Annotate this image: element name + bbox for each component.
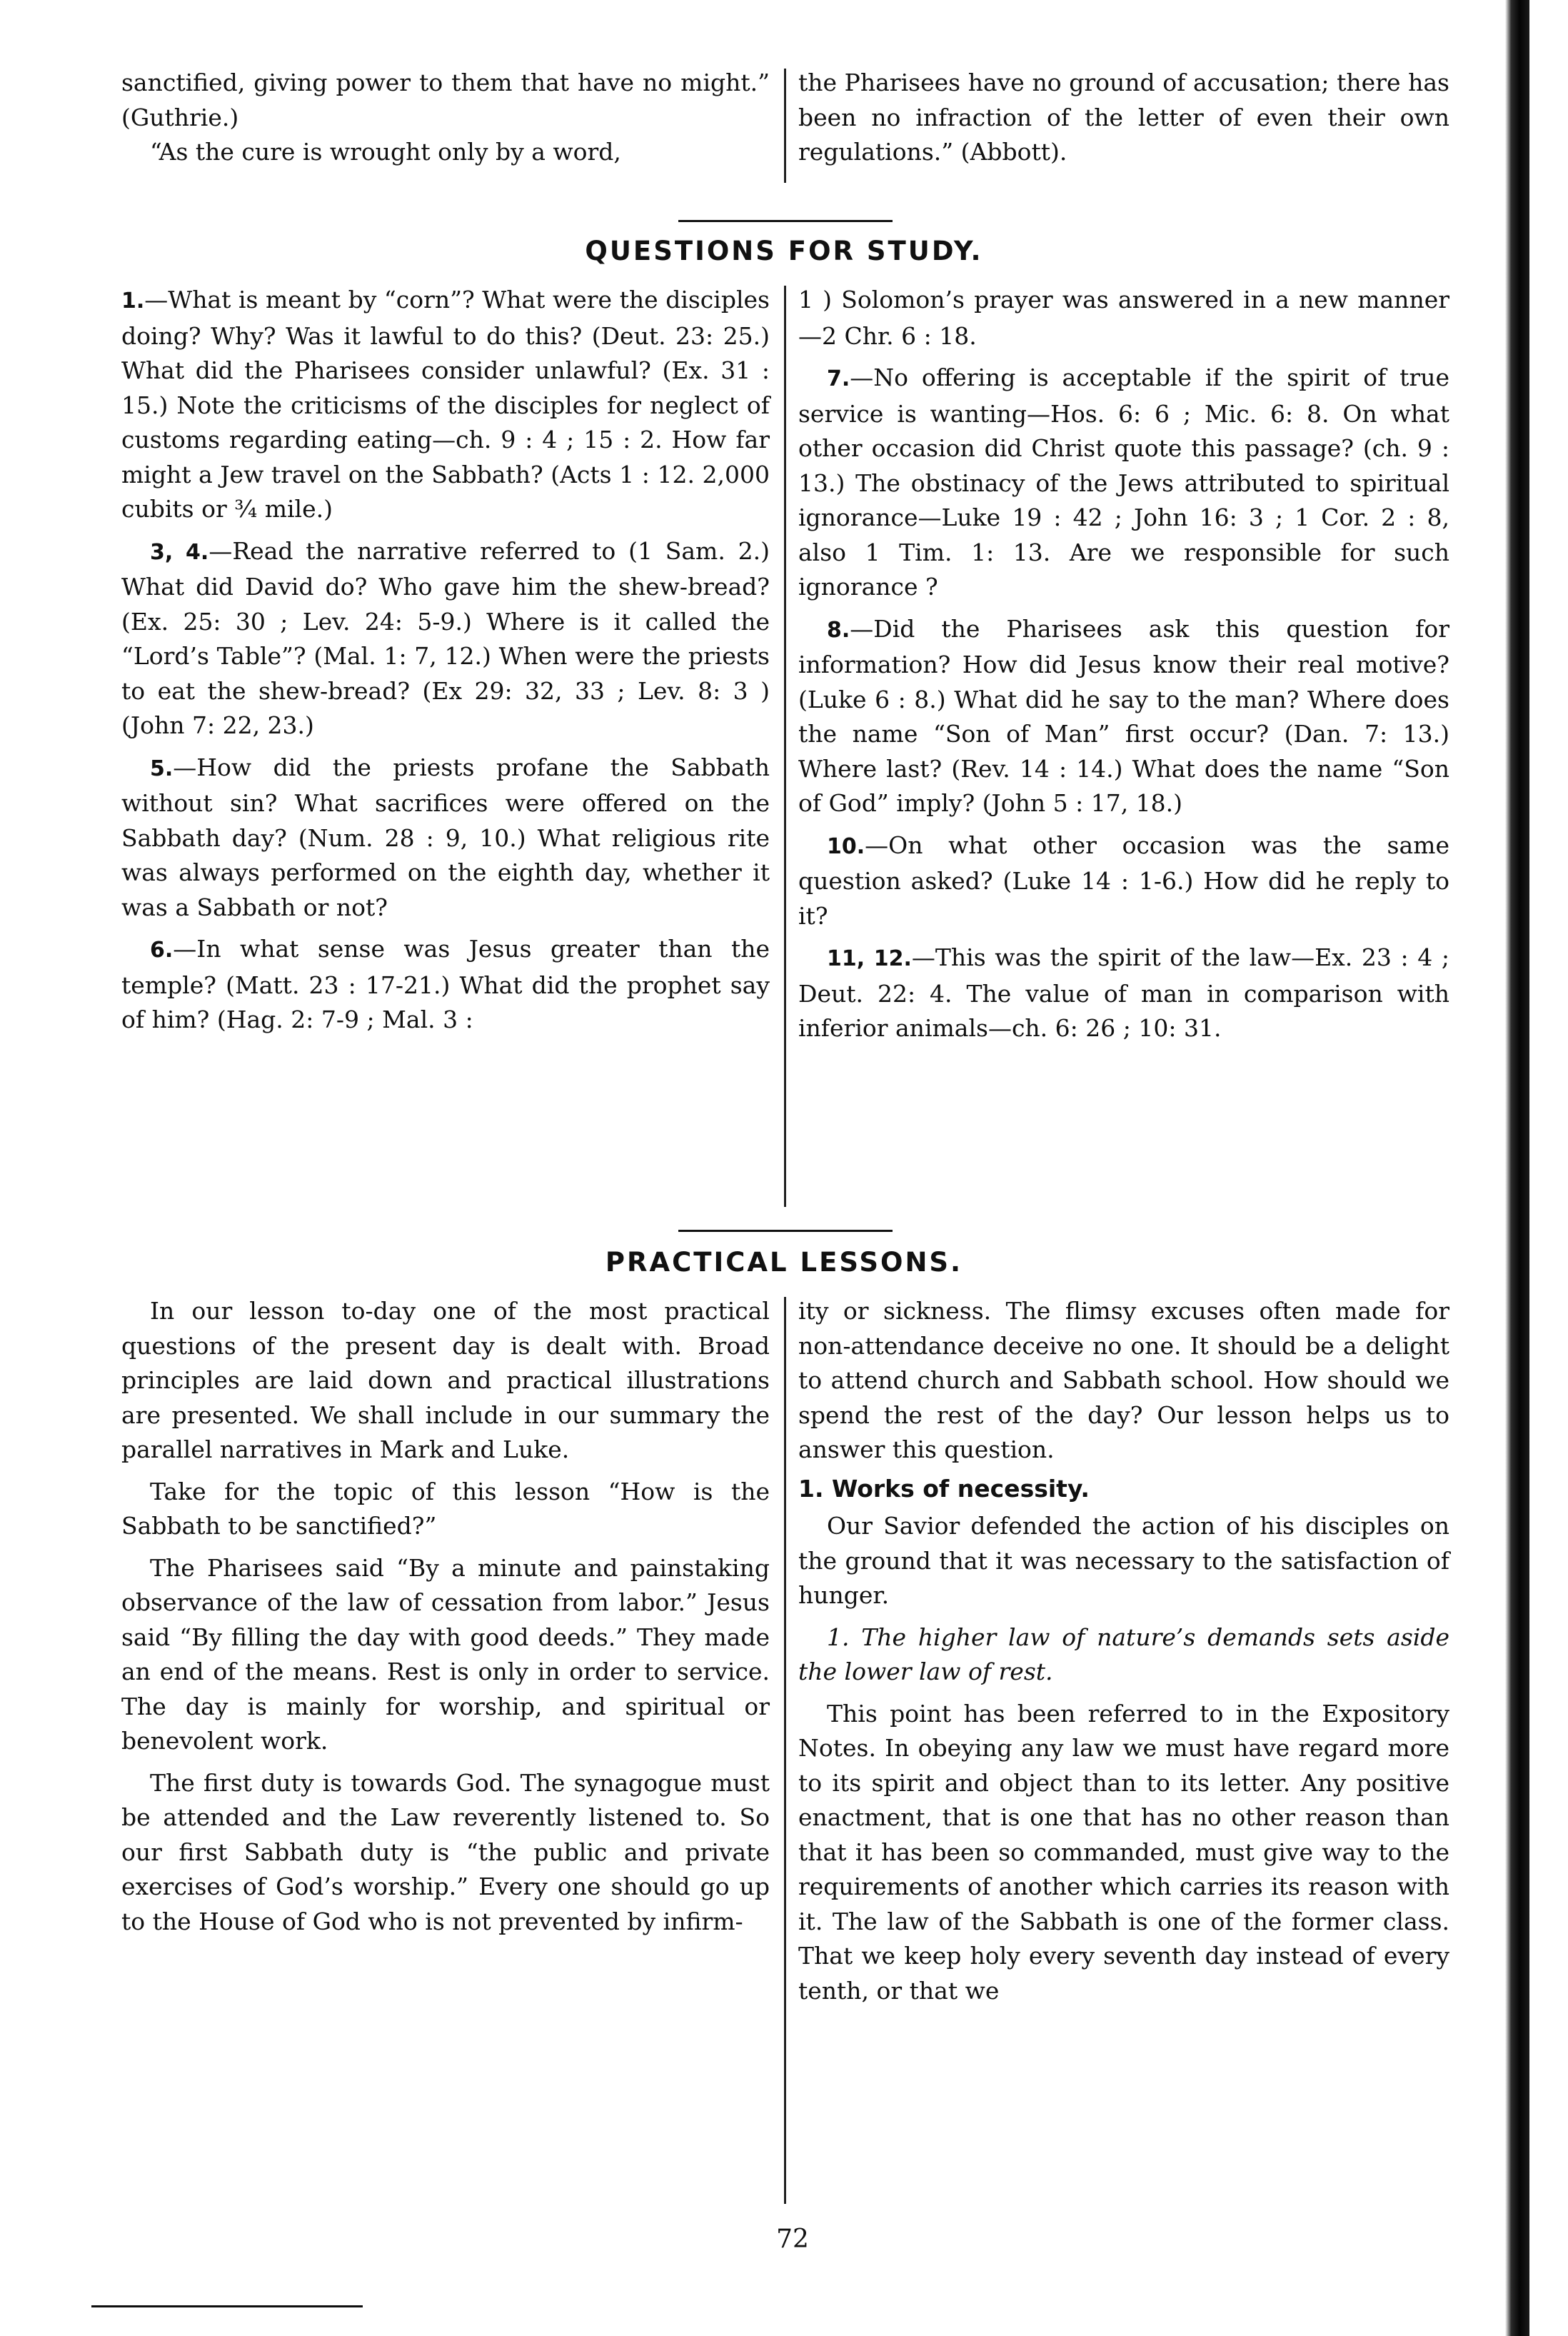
lessons-column-divider xyxy=(784,1297,786,2204)
question-number: 7. xyxy=(827,366,850,391)
page-number: 72 xyxy=(776,2225,809,2254)
lesson-para: The first duty is towards God. The synagogue must be attended and the Law reverently listened to. So our first Sabbath duty is “the public and private exercises of God’s worship.” Every one should go up to the House of God who is not prevented by infirm- xyxy=(121,1768,770,1935)
lesson-para: ity or sickness. The flimsy excuses often made for non-attendance deceive no one. It should be a delight to attend church and Sabbath school. How should we spend the rest of the day? Our lesson helps us to answer this question. xyxy=(798,1297,1449,1463)
top-left-para-2: “As the cure is wrought only by a word, xyxy=(150,138,621,166)
question-number: 6. xyxy=(150,938,174,963)
top-right-para-1: the Pharisees have no ground of accusation; there has been no infraction of the letter of even their own regulations.” (Abbott). xyxy=(798,69,1449,166)
question-number: 1. xyxy=(121,289,145,314)
question-item xyxy=(121,932,770,1038)
question-text: —In what sense was Jesus greater than the temple? (Matt. 23 : 17-21.) What did the prophet say of him? (Hag. 2: 7-9 ; Mal. 3 : xyxy=(121,935,770,1033)
question-text: —This was the spirit of the law—Ex. 23 : 4 ; Deut. 22: 4. The value of man in comparison with inferior animals—ch. 6: 26 ; 10: 31. xyxy=(798,943,1449,1042)
lessons-heading: PRACTICAL LESSONS. xyxy=(605,1247,963,1278)
question-item xyxy=(798,828,1449,934)
lesson-para: In our lesson to-day one of the most practical questions of the present day is dealt with. Broad principles are laid down and practical illustrations are presented. We shall include in our summary the parallel narratives in Mark and Luke. xyxy=(121,1297,770,1463)
separator-rule xyxy=(678,220,893,222)
questions-left-column xyxy=(121,283,770,1038)
question-number: 3, 4. xyxy=(150,539,209,565)
question-number: 5. xyxy=(150,756,174,781)
lesson-para: Take for the topic of this lesson “How is the Sabbath to be sanctified?” xyxy=(121,1477,770,1540)
question-text: —Did the Pharisees ask this question for information? How did Jesus know their real motive? (Luke 6 : 8.) What did he say to the man? Where does the name “Son of Man” first occur? (Dan. 7: 13.) Where last? (Rev. 14 : 14.) What does the name “Son of God” imply? (John 5 : 17, 18.) xyxy=(798,614,1449,817)
questions-heading: QUESTIONS FOR STUDY. xyxy=(585,236,983,266)
question-text: —What is meant by “corn”? What were the disciples doing? Why? Was it lawful to do this? (Deut. 23: 25.) What did the Pharisees consider unlawful? (Ex. 31 : 15.) Note the criticisms of the disciples for neglect of customs regarding eating—ch. 9 : 4 ; 15 : 2. How far might a Jew travel on the Sabbath? (Acts 1 : 12. 2,000 cubits or ¾ mile.) xyxy=(121,286,770,523)
question-number: 10. xyxy=(827,833,865,859)
questions-right-column xyxy=(798,283,1449,1046)
separator-rule xyxy=(678,1230,893,1232)
question-number: 11, 12. xyxy=(827,946,912,971)
questions-column-divider xyxy=(784,286,786,1207)
question-item xyxy=(798,941,1449,1046)
top-left-para-1: sanctified, giving power to them that have no might.” (Guthrie.) xyxy=(121,69,770,131)
lesson-subheading: 1. Works of necessity. xyxy=(798,1474,1090,1503)
question-item xyxy=(798,283,1449,354)
question-text: 1 ) Solomon’s prayer was answered in a new manner—2 Chr. 6 : 18. xyxy=(798,286,1449,350)
scan-bottom-line xyxy=(91,2305,363,2307)
lessons-left-column xyxy=(121,1294,770,1939)
lesson-para: Our Savior defended the action of his disciples on the ground that it was necessary to the satisfaction of hunger. xyxy=(798,1512,1449,1609)
question-item xyxy=(121,751,770,926)
question-item xyxy=(798,361,1449,605)
question-text: —On what other occasion was the same question asked? (Luke 14 : 1-6.) How did he reply to it? xyxy=(798,831,1449,930)
question-number: 8. xyxy=(827,617,850,643)
question-text: —No offering is acceptable if the spirit of true service is wanting—Hos. 6: 6 ; Mic. 6: 8. On what other occasion did Christ quote this passage? (ch. 9 : 13.) The obstinacy of the Jews attributed to spiritual ignorance—Luke 19 : 42 ; John 16: 3 ; 1 Cor. 2 : 8, also 1 Tim. 1: 13. Are we responsible for such ignorance ? xyxy=(798,364,1449,601)
question-item xyxy=(121,283,770,527)
question-text: —Read the narrative referred to (1 Sam. 2.) What did David do? Who gave him the shew-bread? (Ex. 25: 30 ; Lev. 24: 5-9.) Where is it called the “Lord’s Table”? (Mal. 1: 7, 12.) When were the priests to eat the shew-bread? (Ex 29: 32, 33 ; Lev. 8: 3 ) (John 7: 22, 23.) xyxy=(121,536,770,739)
question-text: —How did the priests profane the Sabbath without sin? What sacrifices were offered on the Sabbath day? (Num. 28 : 9, 10.) What religious rite was always performed on the eighth day, whether it was a Sabbath or not? xyxy=(121,753,770,921)
top-right-column xyxy=(798,66,1449,170)
lesson-para: This point has been referred to in the Expository Notes. In obeying any law we must have regard more to its spirit and object than to its letter. Any positive enactment, that is one that has no other reason than that it has been so commanded, must give way to the requirements of another which carries its reason with it. The law of the Sabbath is one of the former class. That we keep holy every seventh day instead of every tenth, or that we xyxy=(798,1699,1449,2005)
lesson-italic-point: 1. The higher law of nature’s demands sets aside the lower law of rest. xyxy=(798,1623,1449,1685)
question-item xyxy=(121,534,770,743)
question-item xyxy=(798,612,1449,821)
top-column-divider xyxy=(784,69,786,183)
top-left-column xyxy=(121,66,770,170)
lessons-right-column xyxy=(798,1294,1449,2008)
lesson-para: The Pharisees said “By a minute and painstaking observance of the law of cessation from labor.” Jesus said “By filling the day with good deeds.” They made an end of the means. Rest is only in order to service. The day is mainly for worship, and spiritual or benevolent work. xyxy=(121,1553,770,1755)
scan-edge-shadow xyxy=(1505,0,1529,2336)
